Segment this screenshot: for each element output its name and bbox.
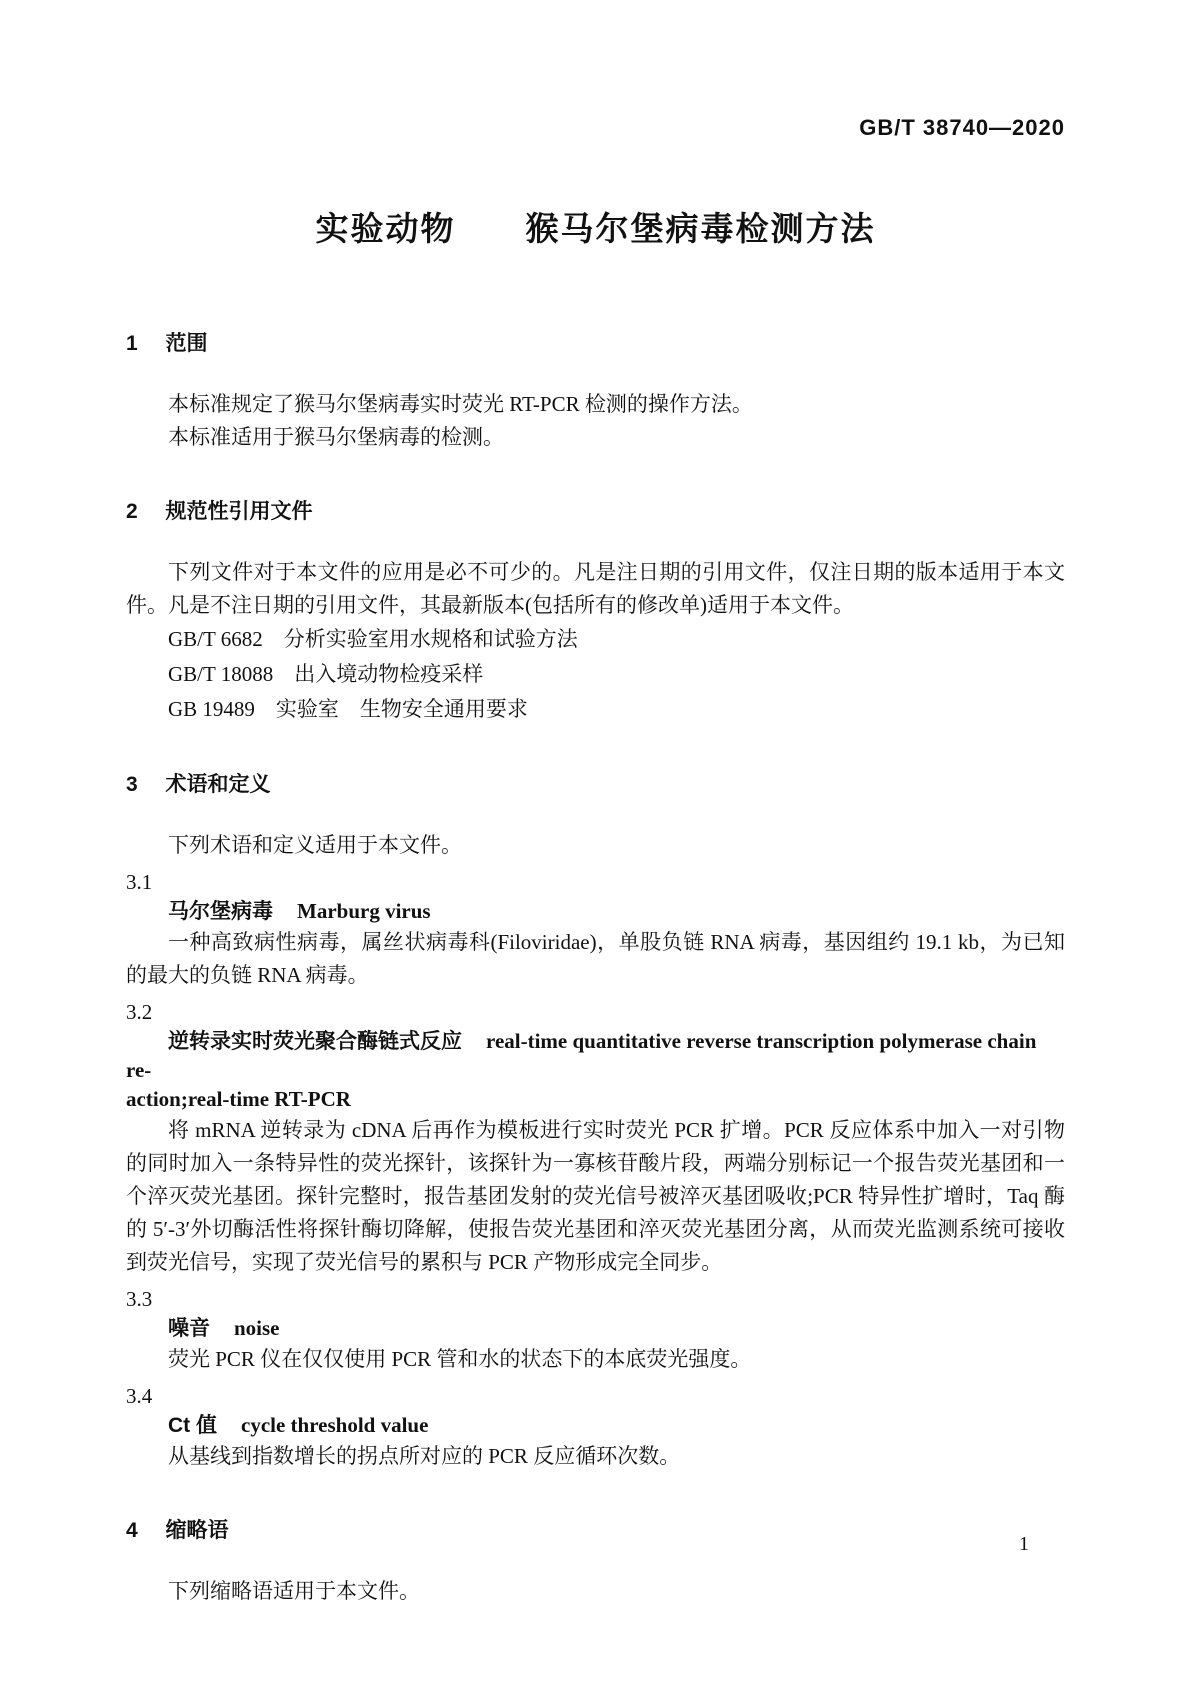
term-heading (126, 1314, 1065, 1343)
term-id: 3.3 (126, 1287, 153, 1311)
term-english: noise (234, 1316, 280, 1340)
term-heading (126, 897, 1065, 926)
page-number: 1 (1019, 1533, 1029, 1555)
section-2-number: 2 (126, 500, 138, 523)
term-chinese: 噪音 (168, 1317, 210, 1340)
term-english: cycle threshold value (241, 1413, 429, 1437)
term-definition: 一种高致病性病毒，属丝状病毒科(Filoviridae)，单股负链 RNA 病毒，基因组约 19.1 kb，为已知的最大的负链 RNA 病毒。 (126, 930, 1065, 987)
section-4-number: 4 (126, 1519, 138, 1542)
section-2-label: 规范性引用文件 (165, 500, 313, 523)
normative-reference: GB 19489 实验室 生物安全通用要求 (168, 697, 528, 721)
section-3-label: 术语和定义 (165, 773, 271, 796)
document-content (126, 114, 1065, 1608)
term-english: Marburg virus (297, 899, 431, 923)
normative-reference: GB/T 6682 分析实验室用水规格和试验方法 (168, 627, 578, 651)
section-1-heading (126, 330, 1065, 358)
standard-number: GB/T 38740—2020 (859, 115, 1065, 140)
page-title: 实验动物 猴马尔堡病毒检测方法 (315, 210, 876, 247)
term-id: 3.4 (126, 1384, 153, 1408)
section-3-number: 3 (126, 773, 138, 796)
term-id: 3.1 (126, 870, 153, 894)
normative-reference: GB/T 18088 出入境动物检疫采样 (168, 662, 484, 686)
section-4-label: 缩略语 (165, 1519, 229, 1542)
section-1-paragraph: 本标准规定了猴马尔堡病毒实时荧光 RT-PCR 检测的操作方法。 (168, 392, 753, 416)
term-chinese: Ct 值 (168, 1414, 217, 1437)
section-2-heading (126, 498, 1065, 526)
term-chinese: 马尔堡病毒 (168, 900, 273, 923)
section-2-intro: 下列文件对于本文件的应用是必不可少的。凡是注日期的引用文件，仅注日期的版本适用于本文件。凡是不注日期的引用文件，其最新版本(包括所有的修改单)适用于本文件。 (126, 560, 1065, 617)
term-english: real-time quantitative reverse transcription polymerase chain re- (126, 1029, 1037, 1082)
section-1-label: 范围 (165, 332, 208, 355)
section-3-heading (126, 771, 1065, 799)
term-heading (126, 1411, 1065, 1440)
term-definition: 从基线到指数增长的拐点所对应的 PCR 反应循环次数。 (168, 1444, 681, 1468)
term-id: 3.2 (126, 1000, 153, 1024)
section-4-heading (126, 1517, 1065, 1545)
section-3-intro: 下列术语和定义适用于本文件。 (168, 833, 462, 857)
section-4-intro: 下列缩略语适用于本文件。 (168, 1579, 420, 1603)
term-heading (126, 1027, 1065, 1085)
term-chinese: 逆转录实时荧光聚合酶链式反应 (168, 1030, 462, 1053)
term-definition: 荧光 PCR 仪在仅仅使用 PCR 管和水的状态下的本底荧光强度。 (168, 1347, 752, 1371)
section-1-number: 1 (126, 332, 138, 355)
term-definition: 将 mRNA 逆转录为 cDNA 后再作为模板进行实时荧光 PCR 扩增。PCR 反应体系中加入一对引物的同时加入一条特异性的荧光探针，该探针为一寡核苷酸片段，两端分别标记一个报告荧光基团和一个淬灭荧光基团。探针完整时，报告基团发射的荧光信号被淬灭基团吸收;PCR 特异性扩增时，Taq 酶的 5′-3′外切酶活性将探针酶切降解，使报告荧光基团和淬灭荧光基团分离，从而荧光监测系统可接收到荧光信号，实现了荧光信号的累积与 PCR 产物形成完全同步。 (126, 1118, 1065, 1274)
section-1-paragraph: 本标准适用于猴马尔堡病毒的检测。 (168, 425, 504, 449)
term-english-continued: action;real-time RT-PCR (126, 1087, 351, 1111)
